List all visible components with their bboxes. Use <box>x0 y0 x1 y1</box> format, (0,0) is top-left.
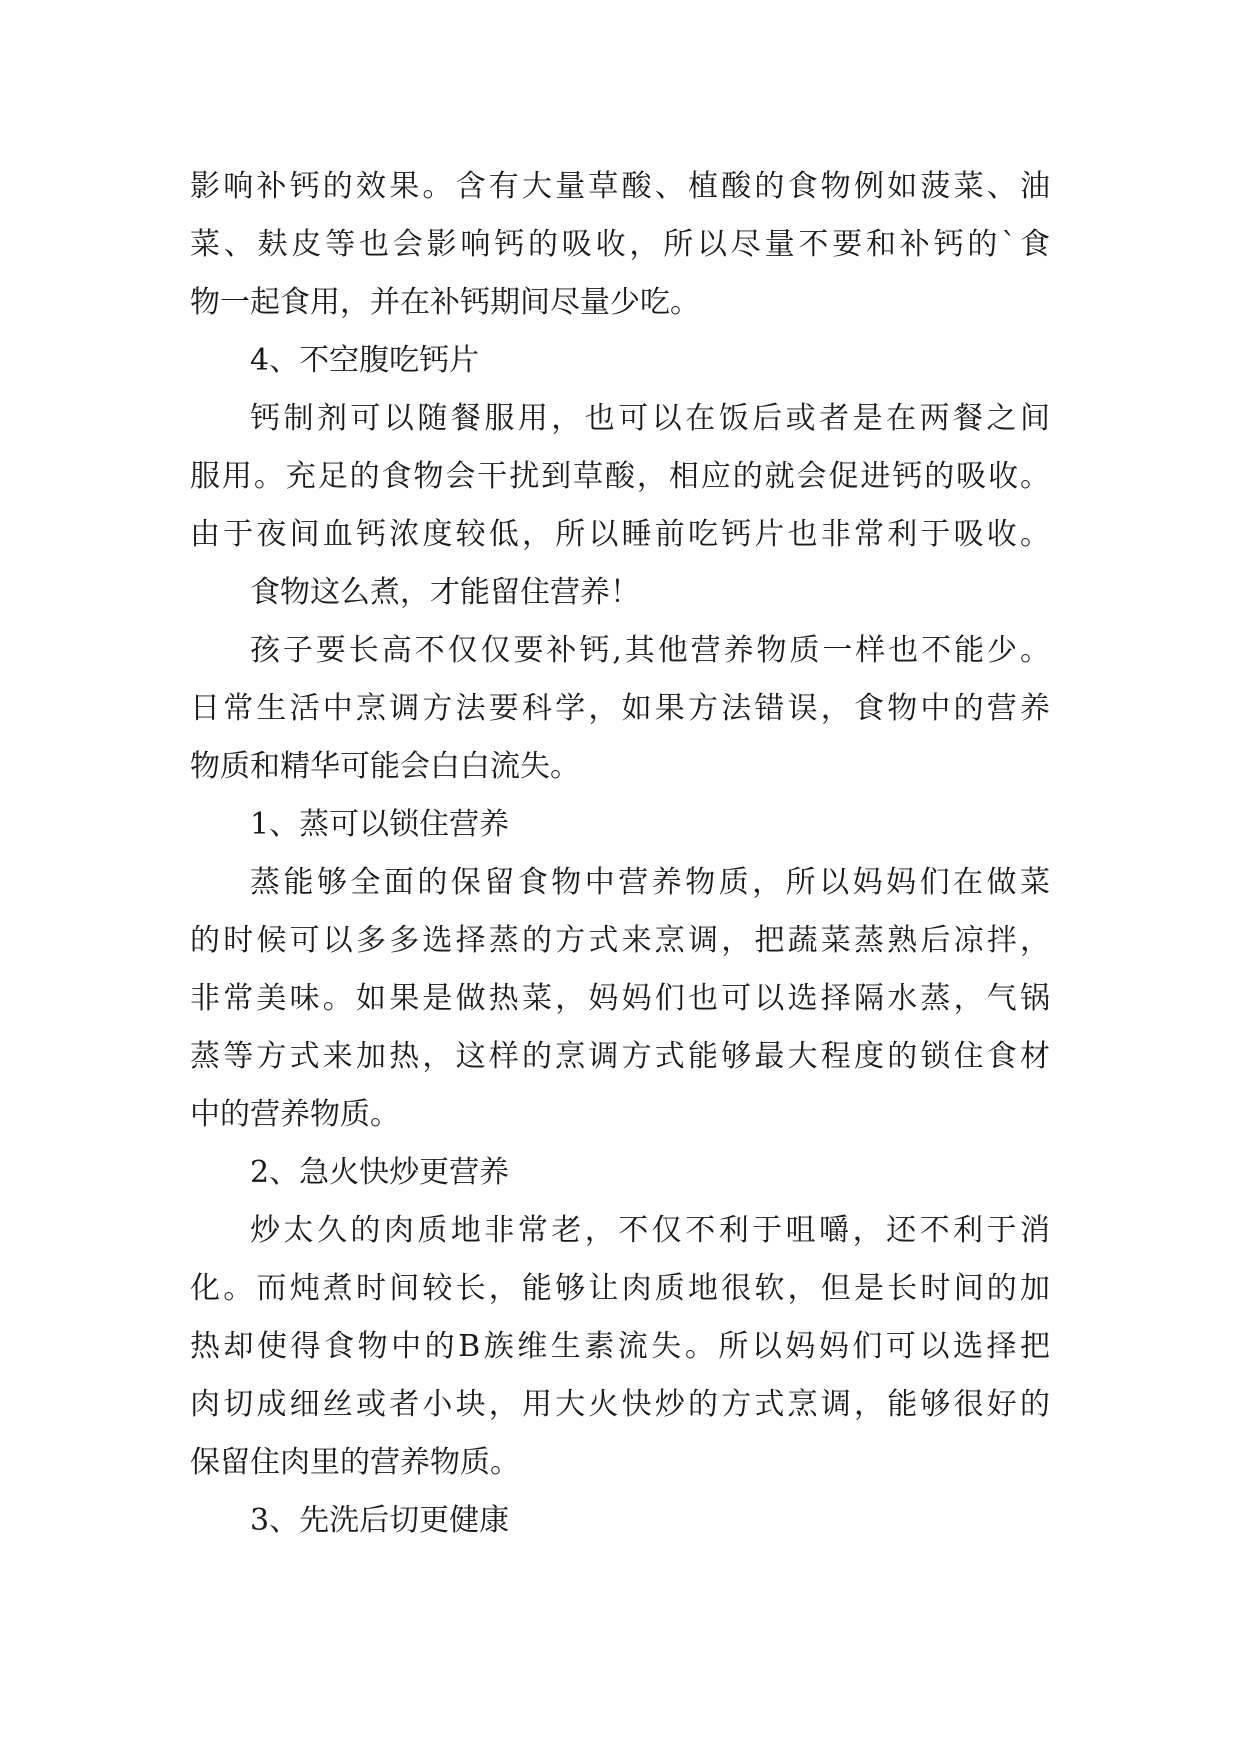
text-line: 炒太久的肉质地非常老，不仅不利于咀嚼，还不利于消 <box>250 1213 1050 1248</box>
text-line: 由于夜间血钙浓度较低，所以睡前吃钙片也非常利于吸收。 <box>190 517 1050 552</box>
section-heading: 4、不空腹吃钙片 <box>250 343 480 378</box>
text-line: 的时候可以多多选择蒸的方式来烹调，把蔬菜蒸熟后凉拌， <box>190 923 1050 958</box>
text-line: 影响补钙的效果。含有大量草酸、植酸的食物例如菠菜、油 <box>190 169 1050 204</box>
section-heading: 2、急火快炒更营养 <box>250 1155 510 1190</box>
section-heading: 食物这么煮，才能留住营养！ <box>250 575 640 610</box>
text-line: 物一起食用，并在补钙期间尽量少吃。 <box>190 285 700 320</box>
text-line: 肉切成细丝或者小块，用大火快炒的方式烹调，能够很好的 <box>190 1387 1050 1422</box>
text-line: 中的营养物质。 <box>190 1097 400 1132</box>
text-line: 孩子要长高不仅仅要补钙,其他营养物质一样也不能少。 <box>250 633 1050 668</box>
section-heading: 1、蒸可以锁住营养 <box>250 807 510 842</box>
document-body <box>190 158 1050 1550</box>
text-line: 服用。充足的食物会干扰到草酸，相应的就会促进钙的吸收。 <box>190 459 1050 494</box>
text-line: 非常美味。如果是做热菜，妈妈们也可以选择隔水蒸，气锅 <box>190 981 1050 1016</box>
text-line: 化。而炖煮时间较长，能够让肉质地很软，但是长时间的加 <box>190 1271 1050 1306</box>
section-heading: 3、先洗后切更健康 <box>250 1503 510 1538</box>
text-line: 日常生活中烹调方法要科学，如果方法错误，食物中的营养 <box>190 691 1050 726</box>
text-line: 物质和精华可能会白白流失。 <box>190 749 580 784</box>
text-line: 蒸等方式来加热，这样的烹调方式能够最大程度的锁住食材 <box>190 1039 1050 1074</box>
text-line: 蒸能够全面的保留食物中营养物质，所以妈妈们在做菜 <box>250 865 1050 900</box>
text-line: 保留住肉里的营养物质。 <box>190 1445 520 1480</box>
text-line: 热却使得食物中的B族维生素流失。所以妈妈们可以选择把 <box>190 1329 1050 1364</box>
text-line: 菜、麸皮等也会影响钙的吸收，所以尽量不要和补钙的`食 <box>190 227 1050 262</box>
text-line: 钙制剂可以随餐服用，也可以在饭后或者是在两餐之间 <box>250 401 1050 436</box>
